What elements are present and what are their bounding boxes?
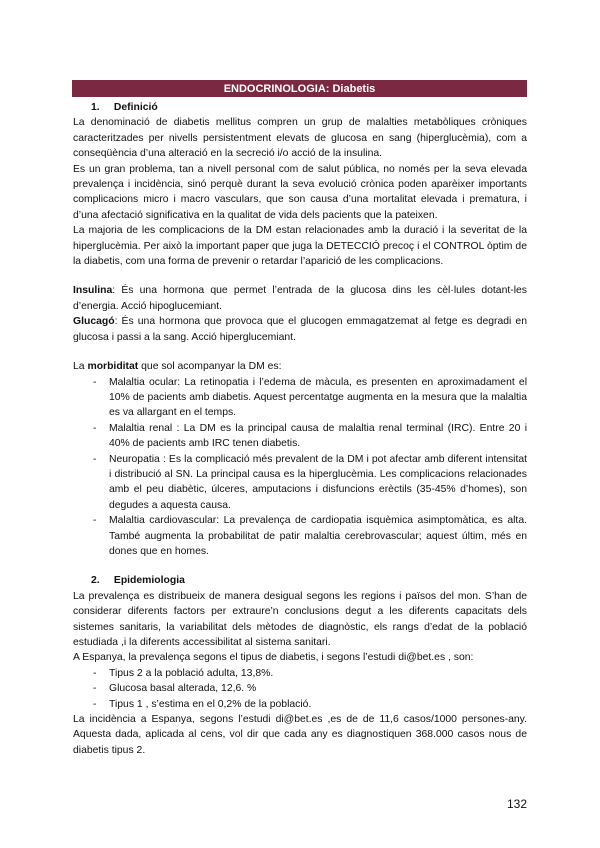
definition-text: : És una hormona que provoca que el glucogen emmagatzemat al fetge es degradi en glucosa i passi a la sang. Acció hiperglucemiant.	[73, 316, 527, 343]
insulina-definition	[73, 283, 527, 314]
list-item-text: Tipus 2 a la població adulta, 13,8%.	[109, 667, 274, 679]
dash-bullet: -	[93, 422, 97, 434]
list-item	[73, 452, 527, 514]
document-body	[73, 100, 527, 758]
definition-text: : És una hormona que permet l’entrada de la glucosa dins les cèl·lules dotant-les d’energia. Acció hipoglucemiant.	[73, 285, 527, 312]
list-item-text: Malaltia ocular: La retinopatia i l’edema de màcula, es presenten en aproximadament el 10% de pacients amb diabetis. Aquest percentatge augmenta en la mesura que la malaltia es va allargant en el temps.	[109, 376, 527, 419]
list-item	[73, 421, 527, 452]
section-title: Definició	[113, 102, 158, 113]
dash-bullet: -	[93, 698, 97, 710]
dash-bullet: -	[93, 515, 97, 527]
section-heading-definicio	[73, 100, 527, 115]
morbiditat-intro	[73, 359, 527, 374]
page-number: 132	[506, 797, 527, 811]
paragraph: A Espanya, la prevalença segons el tipus de diabetis, i segons l’estudi di@bet.es , son:	[73, 652, 474, 664]
section-heading-epidemiologia	[73, 573, 527, 588]
dash-bullet: -	[93, 453, 97, 465]
paragraph: La prevalença es distribueix de manera desigual segons les regions i països del mon. S’han de considerar diferents factors per extraure’n conclusions degut a les diferents capacitats dels sistemes sanitaris, la variabilitat dels mètodes de diagnòstic, els rangs d’edat de la població estudiada ,i la diferents accessibilitat al sistema sanitari.	[73, 590, 527, 648]
list-item-text: Glucosa basal alterada, 12,6. %	[109, 683, 257, 695]
section-title: Epidemiologia	[113, 575, 185, 587]
spacer	[73, 269, 527, 283]
list-item-text: Malaltia renal : La DM es la principal causa de malaltia renal terminal (IRC). Entre 20 i 40% de pacients amb IRC tenen diabetis.	[109, 422, 527, 450]
list-item	[73, 375, 527, 421]
section-number: 2.	[91, 575, 100, 587]
spacer	[73, 559, 527, 573]
term-morbiditat: morbiditat	[87, 361, 139, 373]
list-item	[73, 697, 527, 712]
paragraph: La incidència a Espanya, segons l’estudi di@bet.es ,es de de 11,6 casos/1000 persones-any. Aquesta dada, aplicada al cens, vol dir que cada any es diagnostiquen 368.000 casos nous de diabetis tipus 2.	[73, 714, 527, 756]
dash-bullet: -	[93, 683, 97, 695]
list-item	[73, 513, 527, 559]
term-insulina: Insulina	[73, 285, 113, 297]
list-item-text: Tipus 1 , s’estima en el 0,2% de la població.	[109, 698, 312, 710]
list-item	[73, 681, 527, 696]
paragraph: Es un gran problema, tan a nivell personal com de salut pública, no només per la seva elevada prevalença i incidència, sinó perquè durant la seva evolució crònica poden aparèixer importants complicacions micro i macro vasculars, que son causa d’una mortalitat elevada i prematura, i d’una afectació significativa en la qualitat de vida dels pacients que la pateixen.	[73, 163, 527, 221]
term-glucago: Glucagó	[73, 316, 115, 328]
section-number: 1.	[91, 102, 100, 113]
list-item	[73, 666, 527, 681]
paragraph: La denominació de diabetis mellitus compren un grup de malalties metabòliques cròniques caracteritzades per nivells persistentment elevats de glucosa en sang (hiperglucèmia), com a conseqüència d’una alteració en la secreció i/o acció de la insulina.	[73, 117, 527, 160]
prevalence-list	[73, 666, 527, 712]
dash-bullet: -	[93, 376, 97, 388]
text-fragment: que sol acompanyar la DM es:	[138, 361, 282, 373]
list-item-text: Malaltia cardiovascular: La prevalença de cardiopatia isquèmica asimptomàtica, es alta. També augmenta la probabilitat de patir malaltia cerebrovascular; aquest últim, més en dones que en homes.	[109, 515, 527, 557]
section-title-banner	[72, 80, 527, 97]
text-fragment: La	[73, 361, 88, 373]
dash-bullet: -	[93, 667, 97, 679]
complications-list	[73, 375, 527, 560]
paragraph: La majoria de les complicacions de la DM estan relacionades amb la duració i la severitat de la hiperglucèmia. Per això la important paper que juga la DETECCIÓ precoç i el CONTROL òptim de la diabetis, com una forma de prevenir o retardar l’aparició de les complicacions.	[73, 225, 527, 268]
page-title: ENDOCRINOLOGIA: Diabetis	[223, 82, 376, 95]
list-item-text: Neuropatia : Es la complicació més prevalent de la DM i pot afectar amb diferent intensitat i distribució al SN. La principal causa es la hiperglucèmia. Les complicacions relacionades amb el peu diabètic, úlceres, amputacions i disfuncions erèctils (35-45% d’homes), son degudes a aquesta causa.	[109, 453, 527, 511]
glucago-definition	[73, 314, 527, 345]
spacer	[73, 345, 527, 359]
